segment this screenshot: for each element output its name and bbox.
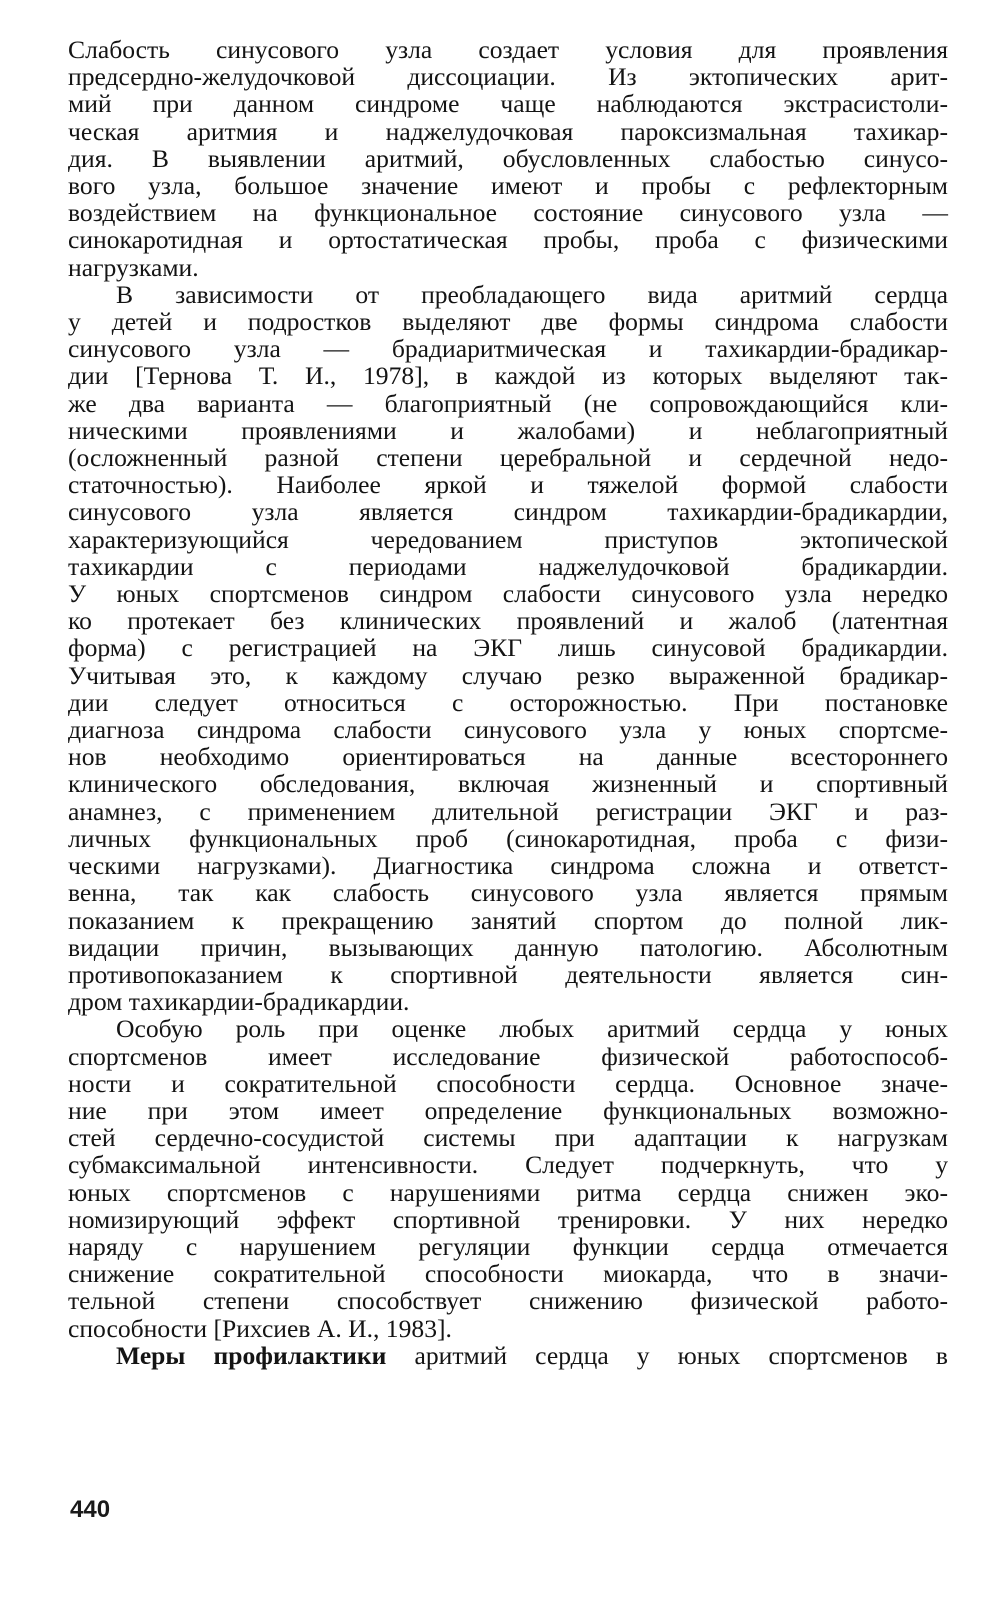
text-line: анамнез, с применением длительной регистрации ЭКГ и раз-: [68, 796, 948, 826]
text-line: спортсменов имеет исследование физической работоспособ-: [68, 1041, 948, 1071]
text-line: номизирующий эффект спортивной тренировки. У них нередко: [68, 1204, 948, 1234]
text-line: нов необходимо ориентироваться на данные всестороннего: [68, 742, 948, 772]
text-line: Учитывая это, к каждому случаю резко выраженной брадикар-: [68, 660, 948, 690]
text-line: у детей и подростков выделяют две формы синдрома слабости: [68, 307, 948, 337]
text-line: тахикардии с периодами наджелудочковой брадикардии.: [68, 551, 948, 581]
text-line: нагрузками.: [68, 252, 199, 282]
text-line: мий при данном синдроме чаще наблюдаются экстрасистоли-: [68, 89, 948, 119]
paragraph-2: [68, 281, 948, 1015]
text-line: В зависимости от преобладающего вида аритмий сердца: [116, 279, 948, 309]
text-line: вого узла, большое значение имеют и пробы с рефлекторным: [68, 171, 948, 201]
text-line: противопоказанием к спортивной деятельности является син-: [68, 959, 948, 989]
text-line: ко протекает без клинических проявлений и жалоб (латентная: [68, 606, 948, 636]
text-line: ние при этом имеет определение функциональных возможно-: [68, 1095, 948, 1125]
text-line: Слабость синусового узла создает условия для проявления: [68, 35, 948, 64]
text-line: же два варианта — благоприятный (не сопровождающийся кли-: [68, 388, 948, 418]
text-line: наряду с нарушением регуляции функции сердца отмечается: [68, 1231, 948, 1261]
text-line: ническими проявлениями и жалобами) и неблагоприятный: [68, 415, 948, 445]
text-line: У юных спортсменов синдром слабости синусового узла нередко: [68, 579, 948, 609]
text-line: видации причин, вызывающих данную патологию. Абсолютным: [68, 932, 948, 962]
text-line: способности [Рихсиев А. И., 1983].: [68, 1313, 452, 1343]
text-line: субмаксимальной интенсивности. Следует подчеркнуть, что у: [68, 1150, 948, 1180]
text-line: дии [Тернова Т. И., 1978], в каждой из которых выделяют так-: [68, 361, 948, 391]
text-line: снижение сократительной способности миокарда, что в значи-: [68, 1259, 948, 1289]
paragraph-3: [68, 1015, 948, 1341]
page-number: 440: [70, 1496, 111, 1523]
text-line: синусового узла — брадиаритмическая и тахикардии-брадикар-: [68, 334, 948, 364]
text-line: ческими нагрузками). Диагностика синдрома сложна и ответст-: [68, 851, 948, 881]
text-line: диагноза синдрома слабости синусового узла у юных спортсме-: [68, 715, 948, 745]
text-line: юных спортсменов с нарушениями ритма сердца снижен эко-: [68, 1177, 948, 1207]
text-line: клинического обследования, включая жизненный и спортивный: [68, 769, 948, 799]
text-line: дром тахикардии-брадикардии.: [68, 987, 410, 1017]
text-line: статочностью). Наиболее яркой и тяжелой формой слабости: [68, 470, 948, 500]
text-line: характеризующийся чередованием приступов эктопической: [68, 524, 948, 554]
text-line: показанием к прекращению занятий спортом до полной лик-: [68, 905, 948, 935]
text-line: ности и сократительной способности сердца. Основное значе-: [68, 1068, 948, 1098]
page-body: [68, 36, 948, 1369]
text-line: форма) с регистрацией на ЭКГ лишь синусовой брадикардии.: [68, 633, 948, 663]
text-line: стей сердечно-сосудистой системы при адаптации к нагрузкам: [68, 1123, 948, 1153]
text-line: дии следует относиться с осторожностью. При постановке: [68, 687, 948, 717]
text-line: синокаротидная и ортостатическая пробы, проба с физическими: [68, 225, 948, 255]
text-line: синусового узла является синдром тахикардии-брадикардии,: [68, 497, 948, 527]
text-line: предсердно-желудочковой диссоциации. Из эктопических арит-: [68, 62, 948, 92]
text-line: тельной степени способствует снижению физической работо-: [68, 1286, 948, 1316]
text-line: [68, 1342, 948, 1369]
text-line: Особую роль при оценке любых аритмий сердца у юных: [116, 1014, 948, 1044]
paragraph-4: [68, 1342, 948, 1369]
text-line: дия. В выявлении аритмий, обусловленных слабостью синусо-: [68, 143, 948, 173]
text-line: личных функциональных проб (синокаротидная, проба с физи-: [68, 823, 948, 853]
section-lead-text: аритмий сердца у юных спортсменов в: [386, 1340, 948, 1370]
paragraph-1: [68, 36, 948, 281]
text-line: ческая аритмия и наджелудочковая пароксизмальная тахикар-: [68, 116, 948, 146]
text-line: венна, так как слабость синусового узла является прямым: [68, 878, 948, 908]
text-line: воздействием на функциональное состояние синусового узла —: [68, 198, 948, 228]
section-lead-heading: Меры профилактики: [116, 1340, 387, 1370]
text-line: (осложненный разной степени церебральной и сердечной недо-: [68, 443, 948, 473]
